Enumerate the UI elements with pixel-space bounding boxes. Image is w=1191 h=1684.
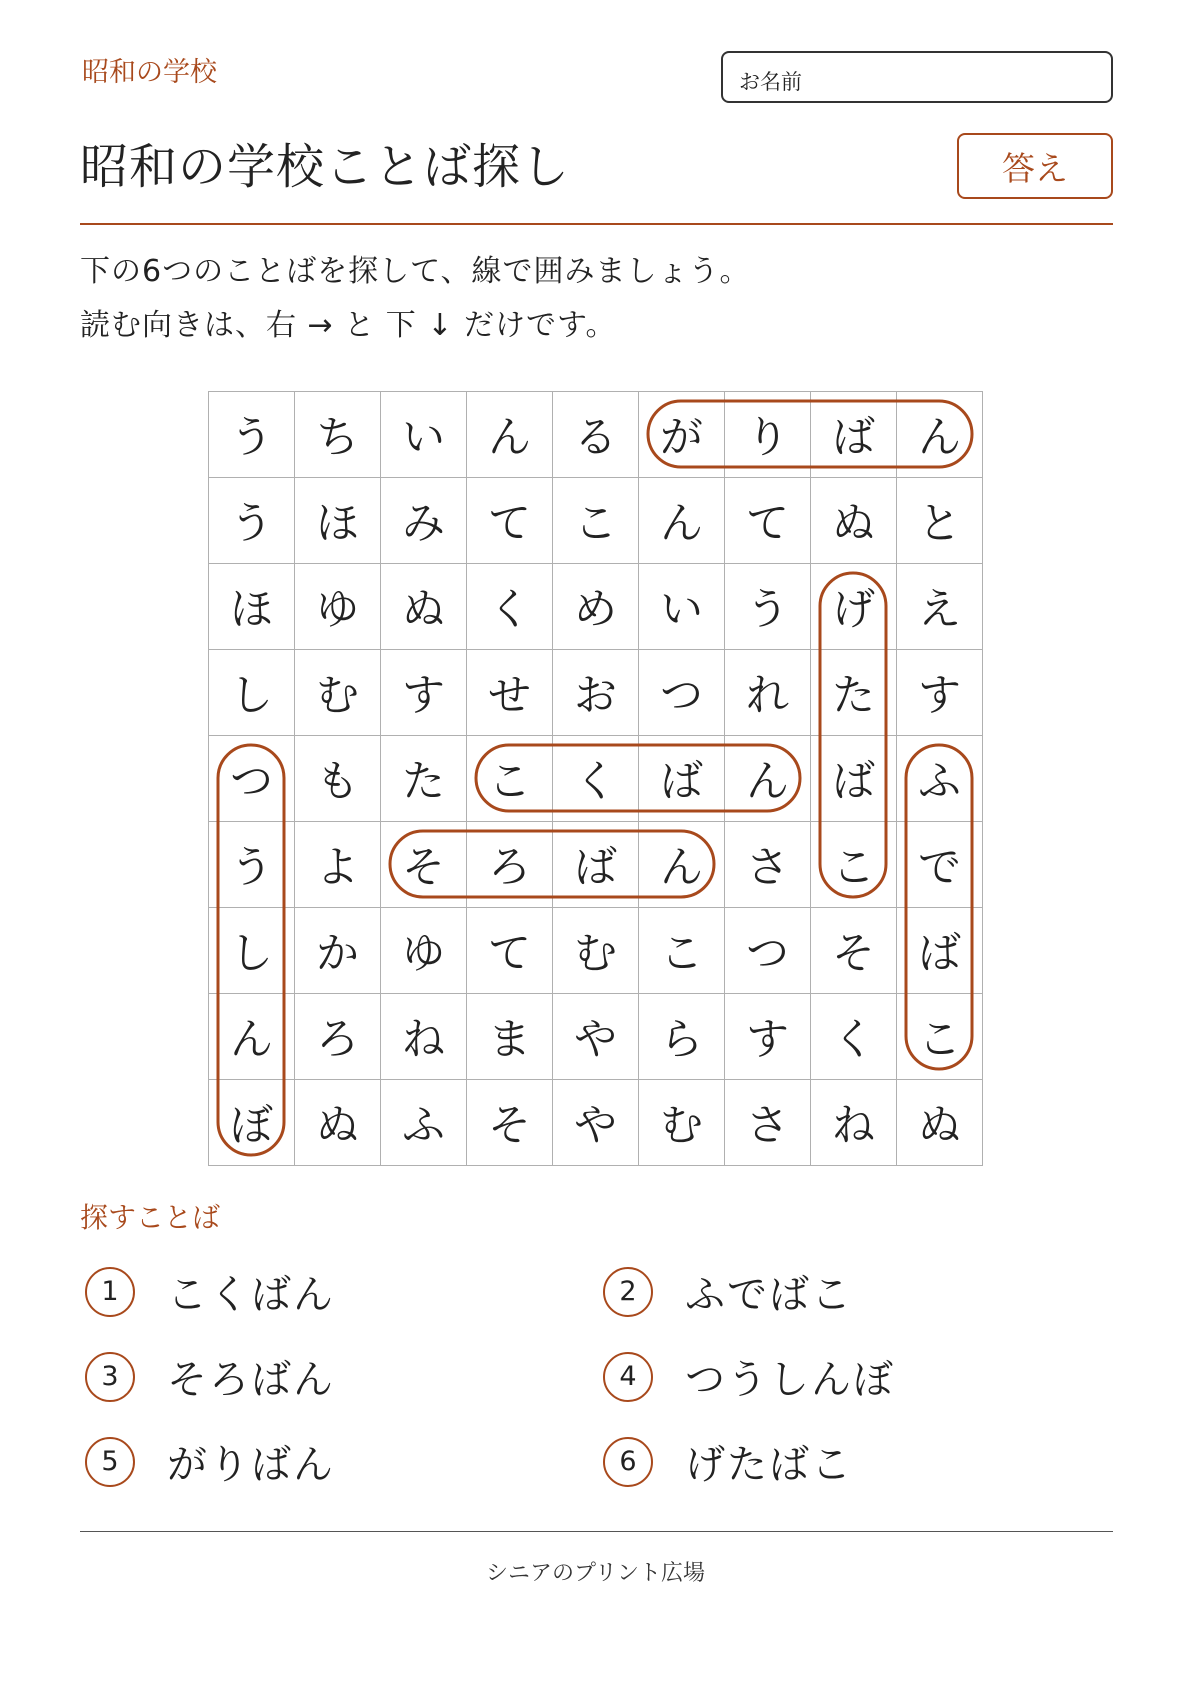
grid-cell[interactable]: ね (381, 994, 467, 1080)
grid-cell[interactable]: う (209, 392, 295, 478)
grid-cell[interactable]: ん (467, 392, 553, 478)
name-field-label: お名前 (739, 70, 802, 94)
grid-cell[interactable]: ほ (209, 564, 295, 650)
grid-cell[interactable]: と (897, 478, 983, 564)
page-title: 昭和の学校ことば探し (80, 139, 571, 195)
grid-cell[interactable]: ば (811, 736, 897, 822)
grid-cell[interactable]: ば (639, 736, 725, 822)
grid-cell[interactable]: る (553, 392, 639, 478)
grid-cell[interactable]: さ (725, 1080, 811, 1166)
grid-cell[interactable]: げ (811, 564, 897, 650)
grid-cell[interactable]: ぬ (897, 1080, 983, 1166)
grid-cell[interactable]: い (639, 564, 725, 650)
grid-cell[interactable]: す (897, 650, 983, 736)
grid-cell[interactable]: て (467, 908, 553, 994)
grid-cell[interactable]: ほ (295, 478, 381, 564)
letter-grid (208, 391, 983, 1166)
grid-cell[interactable]: ゆ (381, 908, 467, 994)
grid-cell[interactable]: ち (295, 392, 381, 478)
grid-cell[interactable]: り (725, 392, 811, 478)
grid-cell[interactable]: こ (553, 478, 639, 564)
instruction-line-2: 読む向きは、右 → と 下 ↓ だけです。 (80, 308, 617, 343)
word-number-badge: 1 (85, 1267, 135, 1317)
grid-cell[interactable]: す (381, 650, 467, 736)
grid-cell[interactable]: ん (209, 994, 295, 1080)
grid-cell[interactable]: く (553, 736, 639, 822)
grid-cell[interactable]: ば (811, 392, 897, 478)
grid-cell[interactable]: つ (725, 908, 811, 994)
grid-cell[interactable]: う (209, 478, 295, 564)
grid-cell[interactable]: し (209, 650, 295, 736)
word-item-1 (85, 1263, 335, 1320)
grid-cell[interactable]: す (725, 994, 811, 1080)
grid-cell[interactable]: よ (295, 822, 381, 908)
grid-cell[interactable]: ん (725, 736, 811, 822)
grid-cell[interactable]: て (467, 478, 553, 564)
grid-cell[interactable]: み (381, 478, 467, 564)
word-text: ふでばこ (685, 1272, 853, 1318)
grid-cell[interactable]: た (381, 736, 467, 822)
grid-cell[interactable]: ん (639, 478, 725, 564)
grid-cell[interactable]: ふ (897, 736, 983, 822)
header-divider (80, 223, 1113, 225)
word-item-4 (603, 1348, 895, 1405)
word-number-badge: 2 (603, 1267, 653, 1317)
grid-cell[interactable]: む (553, 908, 639, 994)
grid-cell[interactable]: お (553, 650, 639, 736)
word-text: そろばん (167, 1357, 335, 1403)
grid-cell[interactable]: つ (209, 736, 295, 822)
grid-cell[interactable]: い (381, 392, 467, 478)
grid-cell[interactable]: が (639, 392, 725, 478)
grid-cell[interactable]: ぬ (295, 1080, 381, 1166)
grid-cell[interactable]: く (811, 994, 897, 1080)
grid-cell[interactable]: う (725, 564, 811, 650)
answer-button[interactable]: 答え (957, 133, 1113, 199)
grid-cell[interactable]: た (811, 650, 897, 736)
grid-cell[interactable]: ん (897, 392, 983, 478)
grid-cell[interactable]: こ (467, 736, 553, 822)
grid-cell[interactable]: ば (897, 908, 983, 994)
word-text: こくばん (167, 1272, 335, 1318)
grid-cell[interactable]: め (553, 564, 639, 650)
grid-cell[interactable]: こ (897, 994, 983, 1080)
grid-cell[interactable]: ば (553, 822, 639, 908)
grid-cell[interactable]: ぬ (811, 478, 897, 564)
instruction-line-1: 下の6つのことばを探して、線で囲みましょう。 (80, 254, 751, 289)
word-search-puzzle (208, 391, 985, 1168)
grid-cell[interactable]: く (467, 564, 553, 650)
word-item-2 (603, 1263, 853, 1320)
grid-cell[interactable]: う (209, 822, 295, 908)
grid-cell[interactable]: で (897, 822, 983, 908)
word-number-badge: 3 (85, 1352, 135, 1402)
word-item-6 (603, 1433, 853, 1490)
grid-cell[interactable]: ぬ (381, 564, 467, 650)
word-number-badge: 5 (85, 1437, 135, 1487)
grid-cell[interactable]: せ (467, 650, 553, 736)
word-item-3 (85, 1348, 335, 1405)
grid-cell[interactable]: も (295, 736, 381, 822)
grid-cell[interactable]: ろ (467, 822, 553, 908)
grid-cell[interactable]: そ (381, 822, 467, 908)
name-field[interactable] (721, 51, 1113, 103)
grid-cell[interactable]: ま (467, 994, 553, 1080)
grid-cell[interactable]: え (897, 564, 983, 650)
category-label: 昭和の学校 (82, 57, 217, 88)
word-number-badge: 6 (603, 1437, 653, 1487)
grid-cell[interactable]: む (639, 1080, 725, 1166)
grid-cell[interactable]: そ (811, 908, 897, 994)
word-item-5 (85, 1433, 335, 1490)
footer-divider (80, 1531, 1113, 1532)
word-text: がりばん (167, 1442, 335, 1488)
grid-cell[interactable]: ゆ (295, 564, 381, 650)
word-text: つうしんぼ (685, 1357, 895, 1403)
grid-cell[interactable]: こ (811, 822, 897, 908)
grid-cell[interactable]: さ (725, 822, 811, 908)
grid-cell[interactable]: か (295, 908, 381, 994)
grid-cell[interactable]: ね (811, 1080, 897, 1166)
grid-cell[interactable]: し (209, 908, 295, 994)
grid-cell[interactable]: ふ (381, 1080, 467, 1166)
grid-cell[interactable]: て (725, 478, 811, 564)
word-list-title: 探すことば (80, 1201, 221, 1234)
grid-cell[interactable]: れ (725, 650, 811, 736)
word-text: げたばこ (685, 1442, 853, 1488)
grid-cell[interactable]: ぼ (209, 1080, 295, 1166)
grid-cell[interactable]: つ (639, 650, 725, 736)
grid-cell[interactable]: ん (639, 822, 725, 908)
grid-cell[interactable]: や (553, 1080, 639, 1166)
word-number-badge: 4 (603, 1352, 653, 1402)
footer-text: シニアのプリント広場 (485, 1561, 706, 1586)
grid-cell[interactable]: ろ (295, 994, 381, 1080)
grid-cell[interactable]: こ (639, 908, 725, 994)
grid-cell[interactable]: む (295, 650, 381, 736)
grid-cell[interactable]: ら (639, 994, 725, 1080)
grid-cell[interactable]: や (553, 994, 639, 1080)
grid-cell[interactable]: そ (467, 1080, 553, 1166)
